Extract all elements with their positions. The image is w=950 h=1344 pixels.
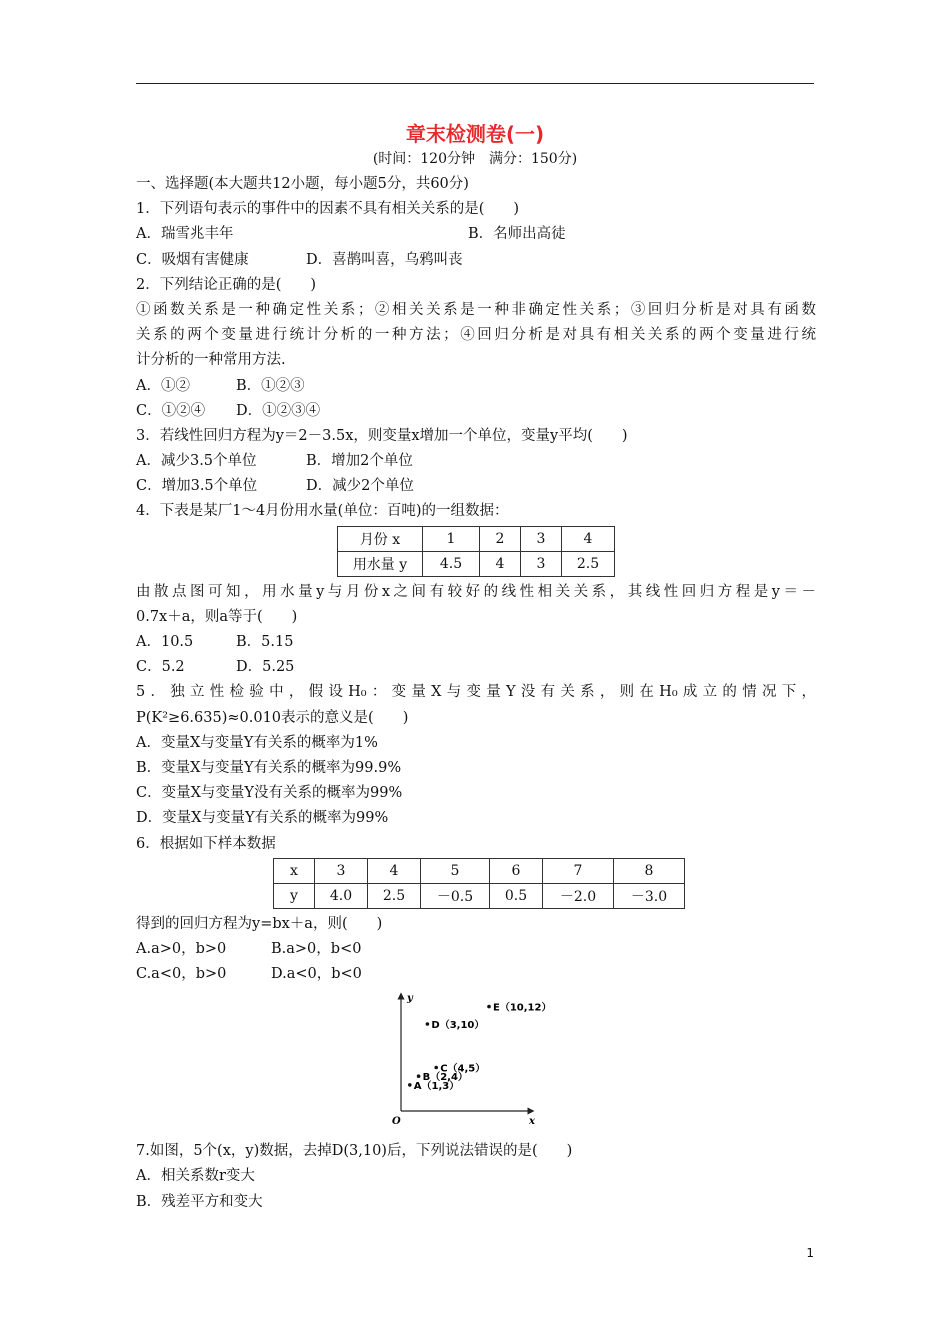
table-cell: 8	[614, 858, 685, 883]
q2-body-line1: ①函数关系是一种确定性关系；②相关关系是一种非确定性关系；③回归分析是对具有函数	[136, 301, 816, 318]
q1-stem: 1．下列语句表示的事件中的因素不具有相关关系的是( )	[136, 201, 520, 218]
table-cell: 1	[423, 526, 480, 551]
q6-options-row1	[136, 937, 816, 962]
q5-option-a: A．变量X与变量Y有关系的概率为1%	[136, 734, 378, 751]
table-row	[274, 858, 685, 883]
q7-stem: 7.如图，5个(x，y)数据，去掉D(3,10)后，下列说法错误的是( )	[136, 1143, 573, 1160]
q1-options-row1	[136, 222, 816, 247]
q3-option-a: A．减少3.5个单位	[136, 453, 257, 470]
q4-body-line2: 0.7x＋a，则a等于( )	[136, 608, 298, 625]
q6-option-a: A.a>0，b>0	[136, 940, 227, 957]
data-point	[408, 1083, 412, 1087]
q6-data-table	[273, 858, 685, 909]
q5-stem-line2: P(K²≥6.635)≈0.010表示的意义是( )	[136, 709, 409, 726]
scatter-figure	[381, 991, 552, 1129]
q2-stem: 2．下列结论正确的是( )	[136, 276, 317, 293]
q1-option-b: B．名师出高徒	[468, 226, 566, 243]
q2-options-row2	[136, 399, 816, 424]
q3-option-c: C．增加3.5个单位	[136, 478, 258, 495]
q1-option-a: A．瑞雪兆丰年	[136, 226, 234, 243]
table-cell: 用水量 y	[338, 551, 423, 576]
section-heading: 一、选择题(本大题共12小题，每小题5分，共60分)	[136, 176, 469, 192]
data-point-label: A（1,3）	[413, 1081, 460, 1093]
table-cell: 2.5	[368, 883, 421, 908]
q5-option-b: B．变量X与变量Y有关系的概率为99.9%	[136, 759, 402, 776]
q4-body-line1: 由散点图可知，用水量y与月份x之间有较好的线性相关关系，其线性回归方程是y＝－	[136, 583, 816, 600]
q4-option-b: B．5.15	[236, 634, 294, 650]
table-cell: 4	[562, 526, 615, 551]
q6-stem: 6．根据如下样本数据	[136, 835, 276, 852]
q2-body-line3: 计分析的一种常用方法.	[136, 352, 286, 369]
q6-table-wrap	[273, 858, 816, 909]
q5-stem: 5．独立性检验中，假设H₀：变量X与变量Y没有关系，则在H₀成立的情况下，	[136, 684, 816, 701]
q3-stem: 3．若线性回归方程为y＝2－3.5x，则变量x增加一个单位，变量y平均( )	[136, 427, 628, 444]
table-cell: y	[274, 883, 315, 908]
q5-option-c: C．变量X与变量Y没有关系的概率为99%	[136, 785, 403, 802]
data-point-label: D（3,10）	[431, 1020, 485, 1032]
q2-option-b: B．①②③	[236, 377, 305, 394]
table-cell: 3	[521, 551, 562, 576]
q4-options-row1	[136, 630, 816, 655]
q1-options-row2	[136, 248, 816, 273]
q3-options-row1	[136, 449, 816, 474]
q6-option-b: B.a>0，b<0	[271, 940, 362, 957]
q4-table-wrap	[337, 526, 816, 577]
q6-option-c: C.a<0，b>0	[136, 966, 227, 983]
data-point-label: E（10,12）	[493, 1002, 552, 1014]
q5-option-d: D．变量X与变量Y有关系的概率为99%	[136, 810, 389, 827]
q3-option-b: B．增加2个单位	[306, 453, 413, 470]
table-cell: －3.0	[614, 883, 685, 908]
q4-stem: 4．下表是某厂1～4月份用水量(单位：百吨)的一组数据：	[136, 503, 509, 520]
q4-data-table	[337, 526, 615, 577]
q2-option-d: D．①②③④	[236, 402, 321, 419]
table-cell: 5	[421, 858, 490, 883]
q7-option-a: A．相关系数r变大	[136, 1168, 255, 1185]
table-cell: 7	[543, 858, 614, 883]
table-cell: 2	[480, 526, 521, 551]
data-point	[417, 1075, 421, 1079]
q6-options-row2	[136, 962, 816, 987]
table-cell: －2.0	[543, 883, 614, 908]
table-row	[338, 526, 615, 551]
table-cell: 4	[368, 858, 421, 883]
data-points	[408, 1001, 551, 1092]
table-cell: －0.5	[421, 883, 490, 908]
table-row	[338, 551, 615, 576]
table-cell: 3	[521, 526, 562, 551]
q1-option-d: D．喜鹊叫喜，乌鸦叫丧	[306, 251, 463, 268]
data-point	[487, 1005, 491, 1009]
table-cell: 0.5	[490, 883, 543, 908]
q4-option-a: A．10.5	[136, 634, 194, 650]
table-cell: 4	[480, 551, 521, 576]
q2-options-row1	[136, 374, 816, 399]
q4-options-row2	[136, 655, 816, 680]
q2-option-a: A．①②	[136, 377, 190, 394]
table-cell: x	[274, 858, 315, 883]
table-row	[274, 883, 685, 908]
q3-options-row2	[136, 474, 816, 499]
q1-option-c: C．吸烟有害健康	[136, 251, 249, 268]
table-cell: 6	[490, 858, 543, 883]
q2-body-line2: 关系的两个变量进行统计分析的一种方法；④回归分析是对具有相关关系的两个变量进行统	[136, 327, 816, 344]
origin-label: O	[392, 1116, 401, 1128]
page-title: 章末检测卷(一)	[405, 122, 545, 146]
q4-option-c: C．5.2	[136, 659, 185, 676]
q2-option-c: C．①②④	[136, 402, 206, 419]
q4-option-d: D．5.25	[236, 659, 295, 676]
q3-option-d: D．减少2个单位	[306, 478, 414, 495]
q6-option-d: D.a<0，b<0	[271, 966, 362, 983]
data-point	[434, 1066, 438, 1070]
exam-info: (时间：120分钟 满分：150分)	[372, 151, 578, 167]
data-point-label: C（4,5）	[440, 1063, 486, 1075]
table-cell: 2.5	[562, 551, 615, 576]
y-axis-label: y	[407, 993, 413, 1005]
page-number: 1	[806, 1246, 814, 1260]
x-axis-label: x	[529, 1116, 535, 1128]
table-cell: 4.5	[423, 551, 480, 576]
table-cell: 4.0	[315, 883, 368, 908]
document-body	[136, 172, 816, 1215]
q7-option-b: B．残差平方和变大	[136, 1193, 263, 1210]
table-cell: 3	[315, 858, 368, 883]
data-point	[426, 1022, 430, 1026]
header-rule	[136, 83, 814, 84]
q6-body: 得到的回归方程为y=bx＋a，则( )	[136, 915, 383, 932]
data-point-label: B（2,4）	[422, 1072, 468, 1084]
table-cell: 月份 x	[338, 526, 423, 551]
